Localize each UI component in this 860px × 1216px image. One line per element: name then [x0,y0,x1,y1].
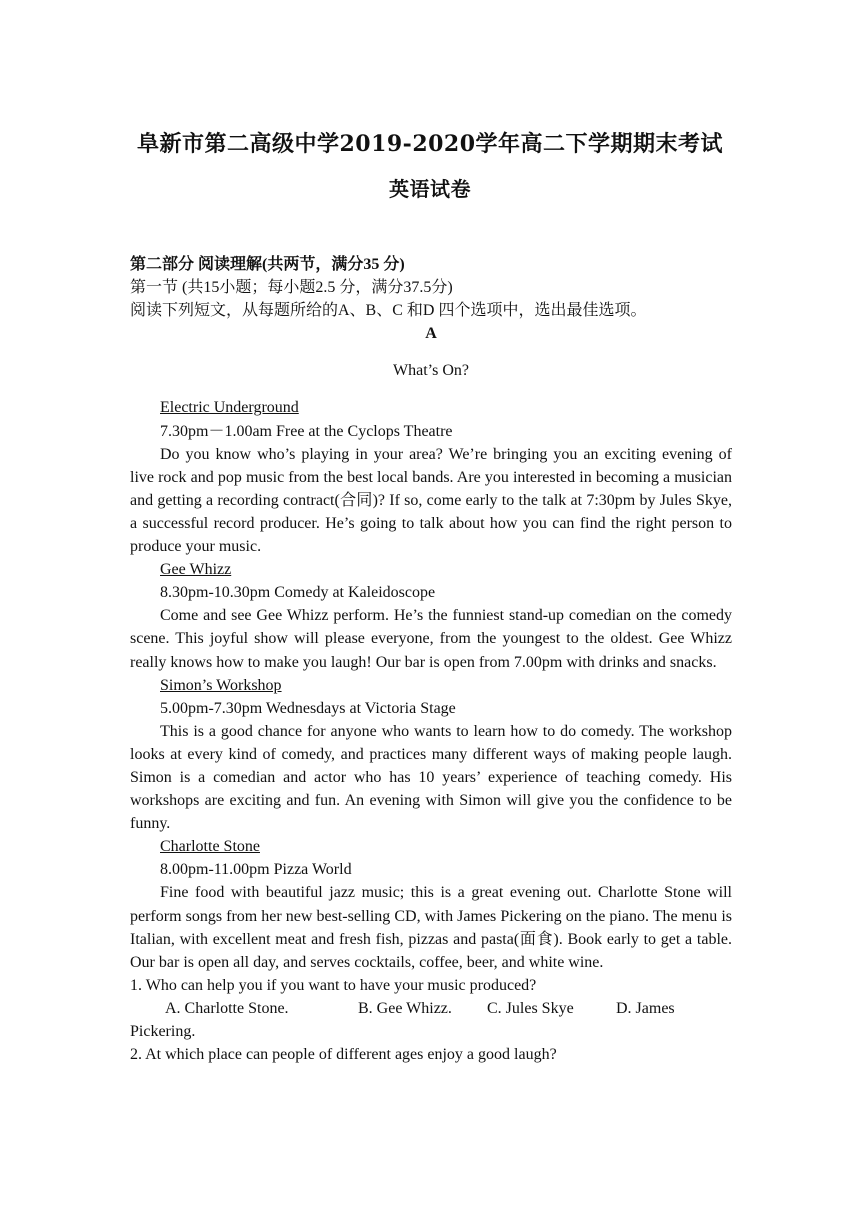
option-d: D. James [616,999,675,1017]
event-name: Gee Whizz [160,561,232,579]
question-stem: 2. At which place can people of different ages enjoy a good laugh? [130,1046,557,1064]
event-time: 7.30pm－1.00am Free at the Cyclops Theatre [160,422,453,440]
event-charlotte-stone [130,835,732,974]
event-description: Do you know who’s playing in your area? We’re bringing you an exciting evening of live rock and pop music from the best local bands. Are you interested in becoming a musician and getting a recording contract(合同)? If so, come early to the talk at 7:30pm by Jules Skye, a successful record producer. He’s going to talk about how you can find the right person to produce your music. [130,445,732,556]
question-stem: 1. Who can help you if you want to have your music produced? [130,976,537,994]
event-simons-workshop [130,674,732,836]
instructions: 阅读下列短文，从每题所给的A、B、C 和D 四个选项中，选出最佳选项。 [130,302,647,320]
event-name: Simon’s Workshop [160,676,282,694]
document-subtitle: 英语试卷 [389,177,471,201]
question-1 [130,974,732,1043]
option-b: B. Gee Whizz. [358,999,452,1017]
event-time: 5.00pm-7.30pm Wednesdays at Victoria Stage [160,699,456,717]
event-name: Electric Underground [160,399,299,417]
exam-content [130,253,732,1066]
subsection-heading: 第一节 (共15小题；每小题2.5 分，满分37.5分) [130,279,453,297]
passage-label: A [425,325,437,343]
event-description: This is a good chance for anyone who wants to learn how to do comedy. The workshop looks at every kind of comedy, and practices many different ways of making people laugh. Simon is a comedian and actor who has 10 years’ experience of teaching comedy. His workshops are exciting and fun. An evening with Simon will give you the confidence to be funny. [130,722,732,833]
document-title: 阜新市第二高级中学2019-2020学年高二下学期期末考试 [136,131,724,157]
option-c: C. Jules Skye [487,999,574,1017]
question-2 [130,1043,732,1066]
question-options [130,997,732,1020]
option-a: A. Charlotte Stone. [165,999,289,1017]
event-name: Charlotte Stone [160,838,260,856]
event-time: 8.00pm-11.00pm Pizza World [160,861,352,879]
option-d-continued: Pickering. [130,1023,196,1040]
event-electric-underground [130,396,732,558]
part-heading: 第二部分 阅读理解(共两节，满分35 分) [130,256,405,273]
event-gee-whizz [130,558,732,673]
event-description: Fine food with beautiful jazz music; this is a great evening out. Charlotte Stone will perform songs from her new best-selling CD, with James Pickering on the piano. The menu is Italian, with excellent meat and fresh fish, pizzas and pasta(面食). Book early to get a table. Our bar is open all day, and serves cocktails, coffee, beer, and white wine. [130,884,732,971]
event-time: 8.30pm-10.30pm Comedy at Kaleidoscope [160,584,436,602]
event-description: Come and see Gee Whizz perform. He’s the funniest stand-up comedian on the comedy scene. This joyful show will please everyone, from the youngest to the oldest. Gee Whizz really knows how to make you laugh! Our bar is open from 7.00pm with drinks and snacks. [130,607,732,671]
passage-title: What’s On? [393,362,469,380]
